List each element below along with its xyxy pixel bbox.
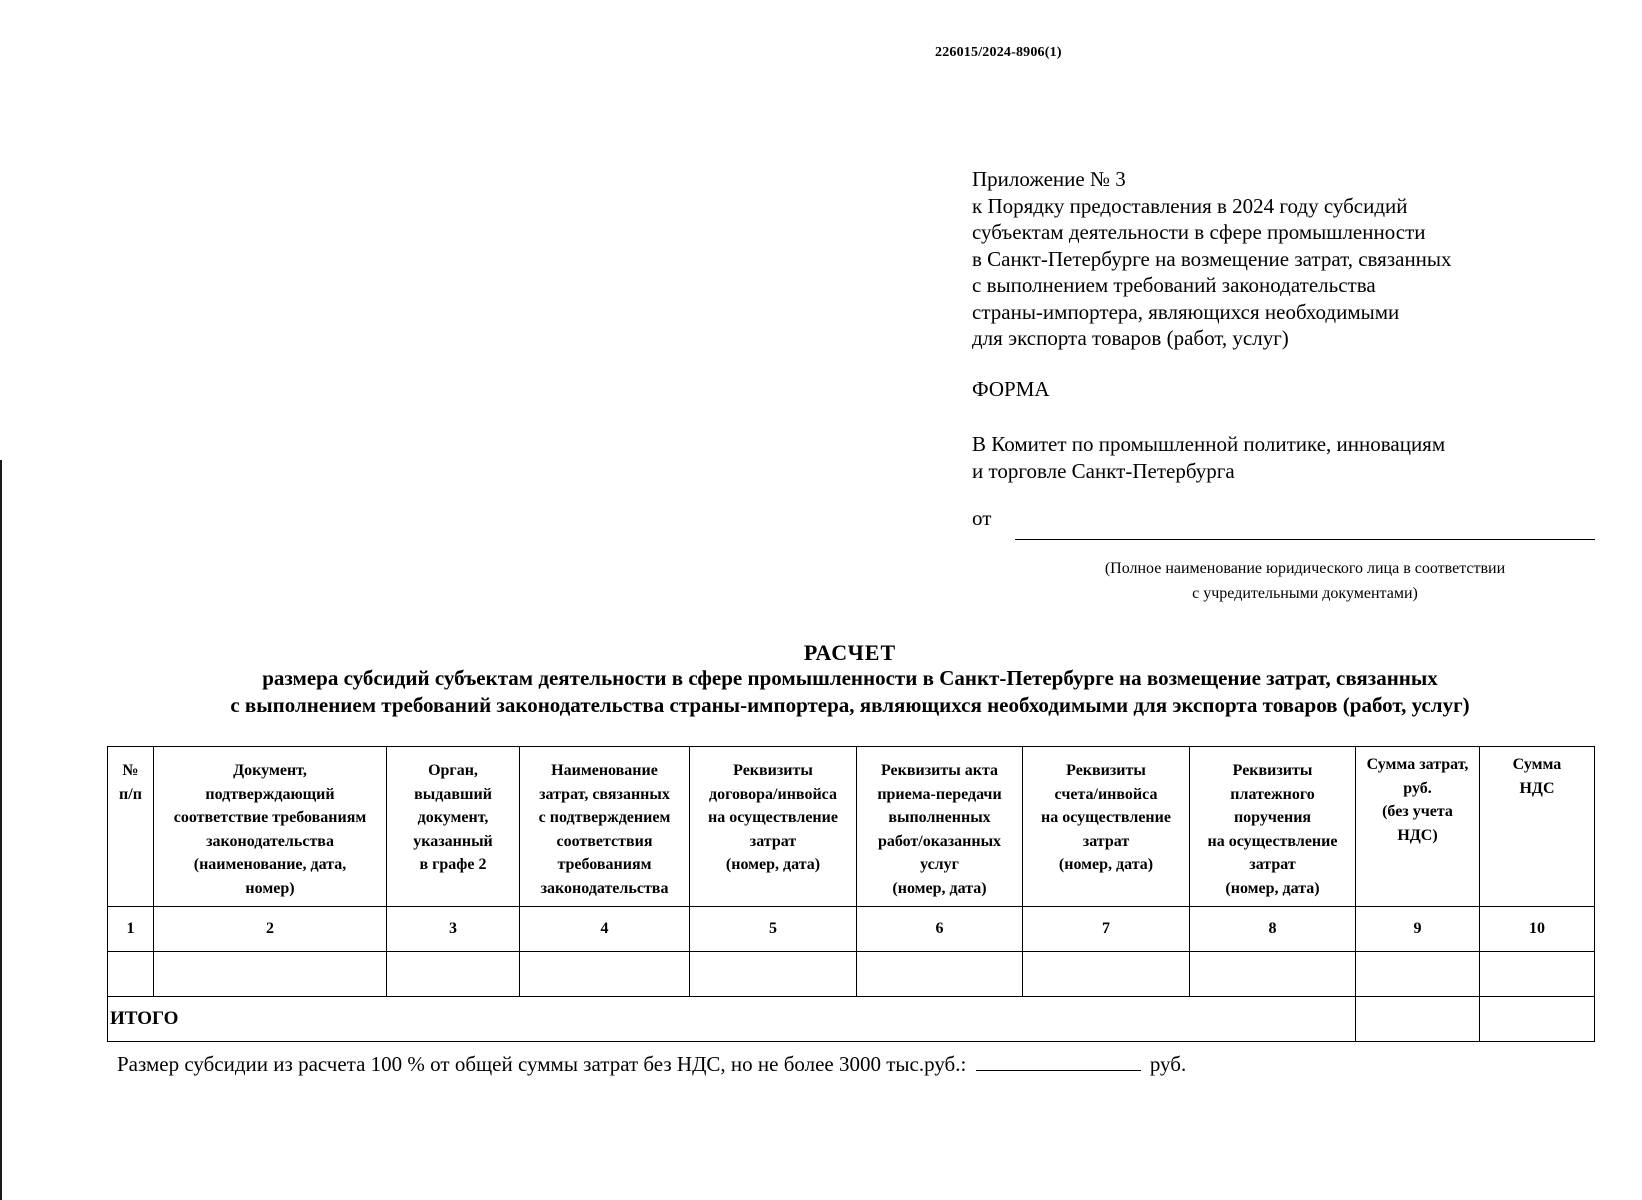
appendix-block — [972, 166, 1572, 352]
header-cell-cost-name: Наименование затрат, связанных с подтверждением соответствия требованиям законодательства — [520, 747, 690, 907]
total-cost-cell[interactable] — [1356, 997, 1480, 1042]
header-cell-cost-sum: Сумма затрат, руб. (без учета НДС) — [1356, 747, 1480, 907]
total-row — [108, 997, 1595, 1042]
from-label: от — [972, 506, 992, 530]
subtitle-line: с выполнением требований законодательства страны-импортера, являющихся необходимыми для экспорта товаров (работ, услуг) — [230, 693, 1470, 717]
table-cell[interactable] — [1480, 952, 1595, 997]
column-number-row — [108, 907, 1595, 952]
column-number: 10 — [1480, 907, 1595, 952]
applicant-name-field[interactable] — [1015, 539, 1595, 540]
addressee-line: и торговле Санкт-Петербурга — [972, 458, 1235, 483]
appendix-line: страны-импортера, являющихся необходимыми — [972, 299, 1400, 324]
appendix-line: к Порядку предоставления в 2024 году субсидий — [972, 193, 1408, 218]
addressee-line: В Комитет по промышленной политике, инновациям — [972, 432, 1446, 456]
appendix-line: Приложение № 3 — [972, 167, 1126, 191]
column-number: 2 — [154, 907, 387, 952]
scan-edge-line — [0, 460, 2, 1200]
table-row — [108, 952, 1595, 997]
appendix-line: для экспорта товаров (работ, услуг) — [972, 326, 1289, 350]
column-number: 4 — [520, 907, 690, 952]
appendix-line: субъектам деятельности в сфере промышленности — [972, 220, 1426, 244]
header-cell-invoice: Реквизиты счета/инвойса на осуществление затрат (номер, дата) — [1023, 747, 1190, 907]
table-cell[interactable] — [154, 952, 387, 997]
column-number: 6 — [857, 907, 1023, 952]
table-cell[interactable] — [857, 952, 1023, 997]
column-number: 1 — [108, 907, 154, 952]
calculation-subtitle — [100, 665, 1600, 719]
appendix-line: в Санкт-Петербурге на возмещение затрат, связанных — [972, 246, 1452, 271]
column-number: 8 — [1190, 907, 1356, 952]
table-cell[interactable] — [108, 952, 154, 997]
header-cell-number: № п/п — [108, 747, 154, 907]
hint-line: (Полное наименование юридического лица в соответствии — [1104, 560, 1506, 577]
subsidy-amount-line — [117, 1052, 1186, 1077]
table-cell[interactable] — [1356, 952, 1480, 997]
table-header-row — [108, 747, 1595, 907]
table-cell[interactable] — [1023, 952, 1190, 997]
form-label: ФОРМА — [972, 377, 1050, 401]
applicant-name-hint — [1015, 556, 1595, 606]
column-number: 3 — [387, 907, 520, 952]
document-number: 226015/2024-8906(1) — [935, 45, 1062, 60]
table-cell[interactable] — [690, 952, 857, 997]
column-number: 5 — [690, 907, 857, 952]
hint-line: с учредительными документами) — [1192, 585, 1418, 602]
header-cell-issuer: Орган, выдавший документ, указанный в графе 2 — [387, 747, 520, 907]
header-cell-document: Документ, подтверждающий соответствие требованиям законодательства (наименование, дата, номер) — [154, 747, 387, 907]
subsidy-text: Размер субсидии из расчета 100 % от общей суммы затрат без НДС, но не более 3000 тыс.руб.: — [117, 1052, 967, 1076]
addressee-block — [972, 431, 1445, 484]
table-cell[interactable] — [387, 952, 520, 997]
subsidy-unit: руб. — [1149, 1052, 1187, 1076]
table-cell[interactable] — [520, 952, 690, 997]
table-cell[interactable] — [1190, 952, 1356, 997]
column-number: 9 — [1356, 907, 1480, 952]
subtitle-line: размера субсидий субъектам деятельности в сфере промышленности в Санкт-Петербурге на возмещение затрат, связанных — [262, 666, 1438, 690]
calculation-table — [107, 746, 1595, 1042]
appendix-line: с выполнением требований законодательства — [972, 273, 1376, 297]
column-number: 7 — [1023, 907, 1190, 952]
header-cell-vat-sum: Сумма НДС — [1480, 747, 1595, 907]
header-cell-acceptance-act: Реквизиты акта приема-передачи выполненных работ/оказанных услуг (номер, дата) — [857, 747, 1023, 907]
total-vat-cell[interactable] — [1480, 997, 1595, 1042]
subsidy-amount-field[interactable] — [976, 1052, 1141, 1071]
header-cell-contract: Реквизиты договора/инвойса на осуществление затрат (номер, дата) — [690, 747, 857, 907]
header-cell-payment-order: Реквизиты платежного поручения на осуществление затрат (номер, дата) — [1190, 747, 1356, 907]
calculation-title: РАСЧЕТ — [803, 640, 897, 665]
total-label: ИТОГО — [108, 997, 1356, 1042]
